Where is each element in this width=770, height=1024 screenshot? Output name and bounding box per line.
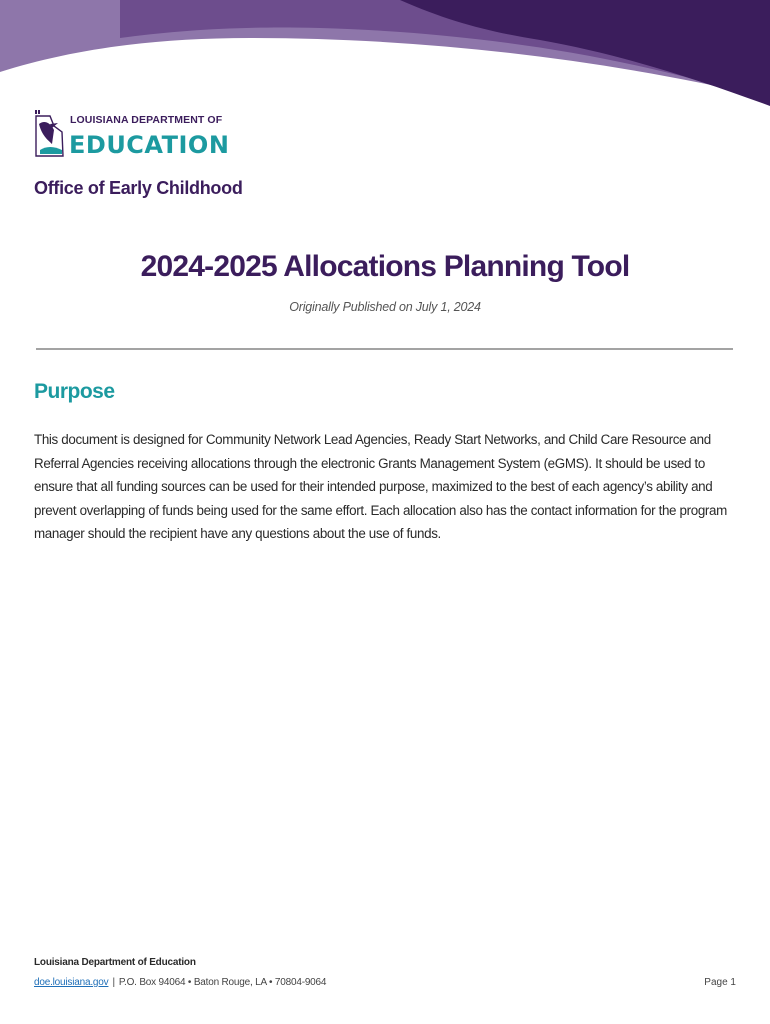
office-name: Office of Early Childhood (34, 178, 243, 198)
footer-address: P.O. Box 94064 • Baton Rouge, LA • 70804-9064 (118, 977, 327, 988)
website-link[interactable]: doe.louisiana.gov (34, 977, 109, 988)
publication-date: Originally Published on July 1, 2024 (289, 300, 481, 314)
footer-separator: | (112, 977, 115, 988)
lde-logo (32, 106, 230, 162)
footer-organization: Louisiana Department of Education (34, 957, 196, 968)
logo-line1: LOUISIANA DEPARTMENT OF (70, 114, 223, 126)
footer-contact (34, 977, 326, 988)
section-divider (36, 348, 733, 350)
document-title: 2024-2025 Allocations Planning Tool (140, 250, 630, 283)
purpose-heading: Purpose (34, 380, 115, 403)
logo-line2: EDUCATION (69, 131, 230, 159)
header-wave-banner (0, 0, 770, 110)
pelican-icon (32, 106, 68, 162)
purpose-paragraph: This document is designed for Community Network Lead Agencies, Ready Start Networks, and Child Care Resource and Referral Agencies receiving allocations through the electronic Grants Management System (eGMS). It should be used to ensure that all funding sources can be used for their intended purpose, maximized to the best of each agency’s ability and prevent overlapping of funds being used for the same effort. Each allocation also has the contact information for the program manager should the recipient have any questions about the use of funds. (34, 432, 727, 542)
page-number: Page 1 (704, 977, 736, 988)
